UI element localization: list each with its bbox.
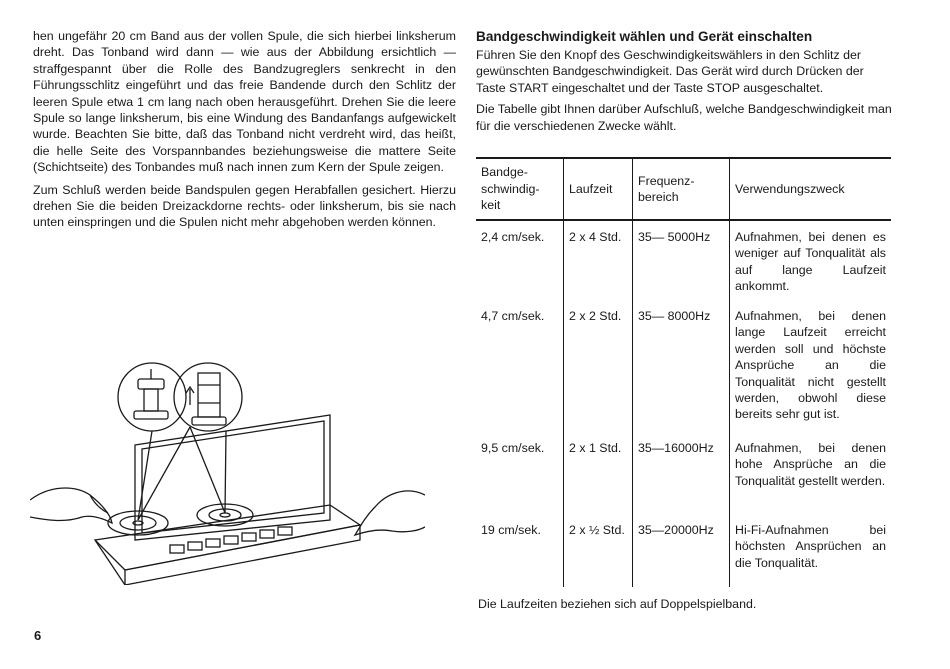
spindle-right-icon [186,373,226,425]
table-row [476,432,891,514]
cell-purpose: Aufnahmen, bei denen hohe Ansprüche an die Tonqualität gestellt werden. [730,432,892,514]
header-duration: Laufzeit [564,158,633,220]
reel-left-icon [108,511,168,535]
left-hand-icon [30,488,112,523]
cell-frequency: 35— 8000Hz [633,300,730,432]
right-paragraph-2: Die Tabelle gibt Ihnen darüber Aufschluß, welche Bandgeschwindigkeit man für die verschiedenen Zwecke wählt. [476,102,892,133]
right-paragraph-1: Führen Sie den Knopf des Geschwindigkeitswählers in den Schlitz der gewünschten Bandgeschwindigkeit. Das Gerät wird durch Drücken der Taste START eingeschaltet und der Taste STOP ausgeschaltet. [476,48,864,95]
section-heading: Bandgeschwindigkeit wählen und Gerät einschalten [476,29,813,44]
cell-frequency: 35—16000Hz [633,432,730,514]
header-frequency: Frequenz- bereich [633,158,730,220]
cell-purpose: Aufnahmen, bei denen es weniger auf Tonqualität als auf lange Laufzeit ankommt. [730,220,892,300]
cell-duration: 2 x ½ Std. [564,514,633,587]
table-row [476,300,891,432]
cell-duration: 2 x 1 Std. [564,432,633,514]
left-paragraph-1: hen ungefähr 20 cm Band aus der vollen Spule, die sich hierbei linksherum dreht. Das Tonband wird dann — wie aus der Abbildung ersichtlich — straffgespannt über die Rolle des Bandzugreglers senkrecht in den Führungsschlitz eingeführt und das freie Bandende durch den Schlitz der leeren Spule etwa 1 cm lang nach oben herausgeführt. Drehen Sie die leere Spule so lange linksherum, bis eine Windung des Bandanfangs aufgewickelt wurde. Beachten Sie bitte, daß das Tonband nicht verdreht wird, das heißt, die helle Seite des Vorspannbandes beziehungsweise die mattere Seite (Schichtseite) des Tonbandes muß nach innen zum Kern der Spule zeigen. [33,29,456,175]
cell-duration: 2 x 4 Std. [564,220,633,300]
cell-speed: 19 cm/sek. [481,523,541,537]
cell-purpose: Aufnahmen, bei denen lange Laufzeit erreicht werden soll und höchste Ansprüche an die Tonqualität nicht gestellt werden, obwohl diese bereits sehr gut ist. [730,300,892,432]
spindle-left-icon [134,369,168,419]
cell-frequency: 35— 5000Hz [633,220,730,300]
cell-speed: 4,7 cm/sek. [481,309,545,323]
tape-speed-table [476,157,891,587]
right-column [476,28,892,139]
header-speed: Bandge- schwindig- keit [476,158,564,220]
tape-recorder-reel-threading-icon [30,345,425,585]
recorder-lid [135,415,330,540]
cell-duration: 2 x 2 Std. [564,300,633,432]
right-hand-icon [355,491,425,535]
cell-frequency: 35—20000Hz [633,514,730,587]
table-row [476,514,891,587]
header-purpose: Verwendungszweck [730,158,892,220]
table-header-row [476,158,891,220]
page-number: 6 [34,628,42,643]
table-row [476,220,891,300]
table-footnote: Die Laufzeiten beziehen sich auf Doppelspielband. [478,597,757,611]
cell-speed: 9,5 cm/sek. [481,441,545,455]
cell-purpose: Hi-Fi-Aufnahmen bei höchsten Ansprüchen an die Tonqualität. [730,514,892,587]
left-paragraph-2: Zum Schluß werden beide Bandspulen gegen Herabfallen gesichert. Hierzu drehen Sie die beiden Dreizackdorne rechts- oder linksherum, bis sie nach unten einspringen und die Spulen nicht mehr abgehoben werden können. [33,182,456,230]
left-column [33,28,456,237]
cell-speed: 2,4 cm/sek. [481,230,545,244]
zoom-circle-left [118,363,186,431]
